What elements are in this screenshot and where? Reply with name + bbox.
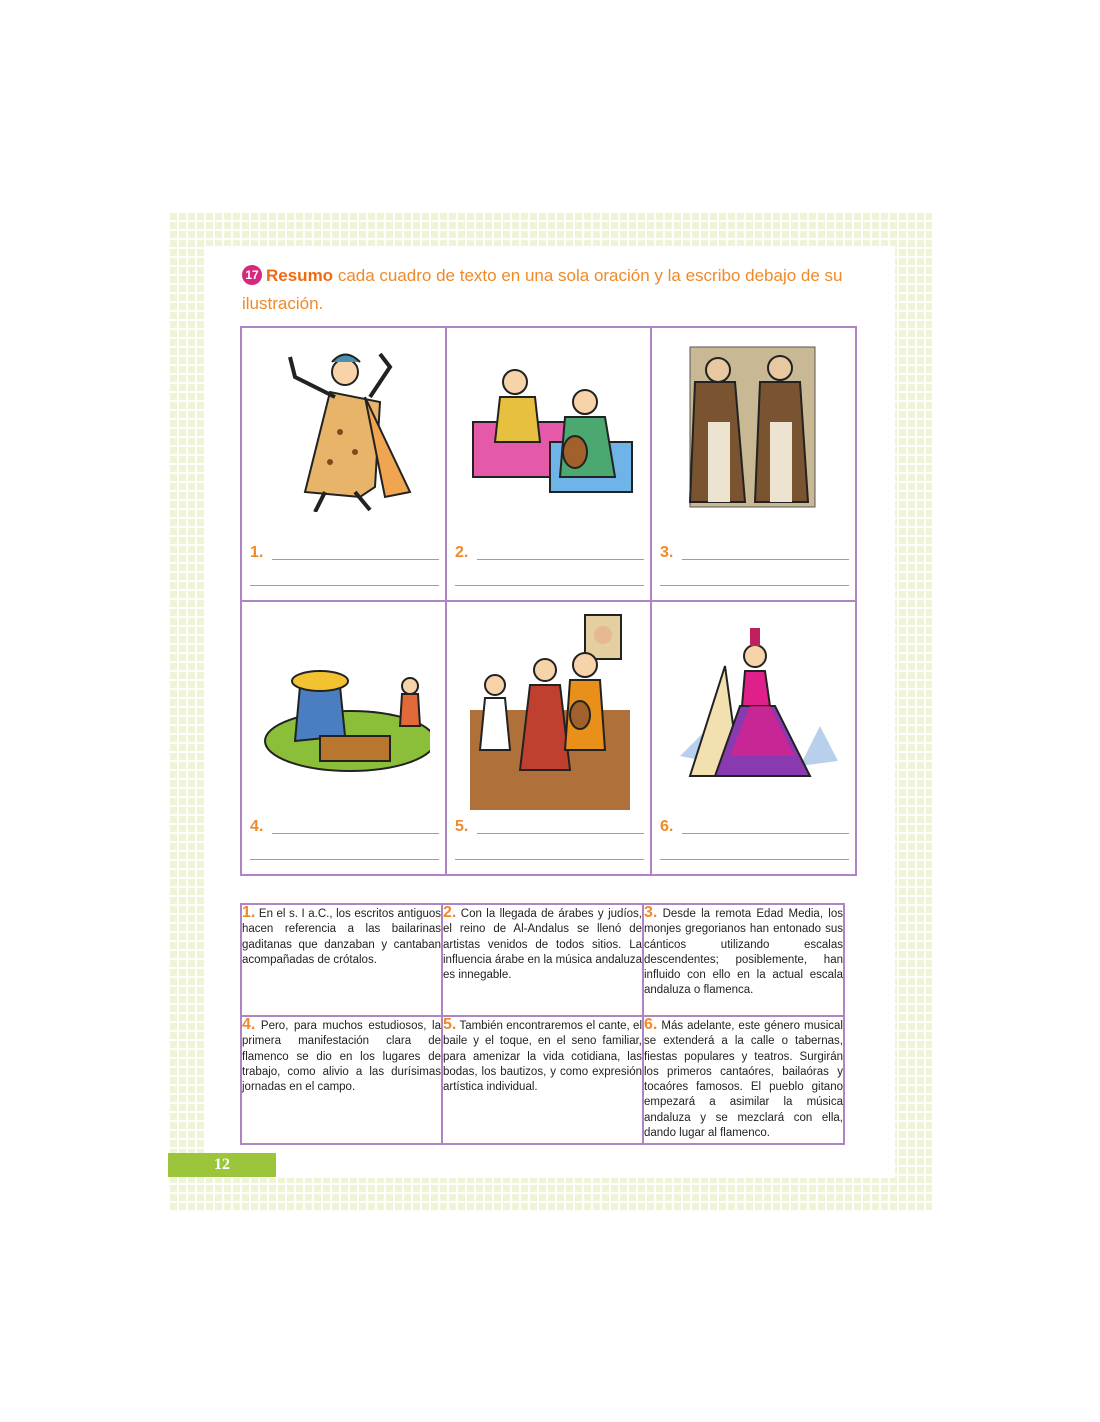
answer-label: 1. (250, 544, 264, 561)
family-flamenco-icon (465, 610, 635, 810)
text-box-body: Más adelante, este género musical se extenderá a la calle o tabernas, fiestas populares y teatros. Surgirán los primeros cantaóres, bailaóras y tocaóres famosos. El pueblo gitano empezará a asimilar la música andaluza y se mezclará con ella, dando lugar al flamenco. (644, 1020, 843, 1140)
answer-line[interactable] (455, 585, 644, 586)
text-box-body: Pero, para muchos estudiosos, la primera manifestación clara de flamenco se dio en los lugares de trabajo, como alivio a las durísimas jornadas en el campo. (242, 1020, 441, 1094)
text-boxes-grid (240, 903, 845, 1145)
answer-label: 2. (455, 544, 469, 561)
text-box-4 (241, 1016, 442, 1144)
illustration-cell-1 (241, 327, 446, 601)
answer-label: 5. (455, 818, 469, 835)
illustration-grid (240, 326, 857, 876)
text-box-body: Desde la remota Edad Media, los monjes gregorianos han entonado sus cánticos utilizando escalas descendentes; posiblemente, han influido con ello en la actual escala andaluza o flamenca. (644, 908, 843, 997)
text-box-3 (643, 904, 844, 1016)
answer-line[interactable] (250, 585, 439, 586)
field-workers-icon (260, 616, 430, 786)
text-box-body: En el s. I a.C., los escritos antiguos hacen referencia a las bailarinas gaditanas que danzaban y cantaban acompañadas de crótalos. (242, 908, 442, 966)
answer-line[interactable] (660, 585, 849, 586)
answer-line[interactable] (682, 833, 849, 834)
answer-label: 3. (660, 544, 674, 561)
flamenco-dancer-icon (670, 616, 840, 796)
answer-line[interactable] (272, 833, 439, 834)
gregorian-monks-icon (670, 342, 840, 512)
exercise-number-badge: 17 (242, 265, 262, 285)
text-box-number: 4. (242, 1016, 256, 1033)
answer-line[interactable] (660, 859, 849, 860)
text-box-number: 3. (644, 904, 658, 921)
answer-line[interactable] (272, 559, 439, 560)
text-box-2 (442, 904, 643, 1016)
exercise-verb: Resumo (266, 266, 334, 285)
text-box-body: Con la llegada de árabes y judíos, el reino de Al-Andalus se llenó de artistas venidos de todos sitios. La influencia árabe en la música andaluza es innegable. (443, 908, 642, 982)
text-box-number: 2. (443, 904, 457, 921)
text-box-number: 5. (443, 1016, 457, 1033)
text-box-body: También encontraremos el cante, el baile y el toque, en el seno familiar, para amenizar la vida cotidiana, las bodas, los bautizos, y como expresión artística individual. (443, 1020, 642, 1094)
arab-musicians-icon (465, 342, 635, 512)
answer-line[interactable] (250, 859, 439, 860)
answer-line[interactable] (477, 559, 644, 560)
text-box-1 (241, 904, 442, 1016)
answer-label: 4. (250, 818, 264, 835)
page-number: 12 (168, 1153, 276, 1177)
illustration-cell-6 (651, 601, 856, 875)
text-box-6 (643, 1016, 844, 1144)
text-box-number: 1. (242, 904, 256, 921)
answer-line[interactable] (477, 833, 644, 834)
text-box-number: 6. (644, 1016, 658, 1033)
answer-label: 6. (660, 818, 674, 835)
answer-line[interactable] (682, 559, 849, 560)
exercise-instruction: cada cuadro de texto en una sola oración y la escribo debajo de su ilustración. (242, 266, 843, 313)
illustration-cell-3 (651, 327, 856, 601)
illustration-cell-2 (446, 327, 651, 601)
exercise-title (242, 262, 862, 318)
text-box-5 (442, 1016, 643, 1144)
illustration-cell-4 (241, 601, 446, 875)
answer-line[interactable] (455, 859, 644, 860)
ancient-dancer-icon (260, 342, 430, 512)
illustration-cell-5 (446, 601, 651, 875)
